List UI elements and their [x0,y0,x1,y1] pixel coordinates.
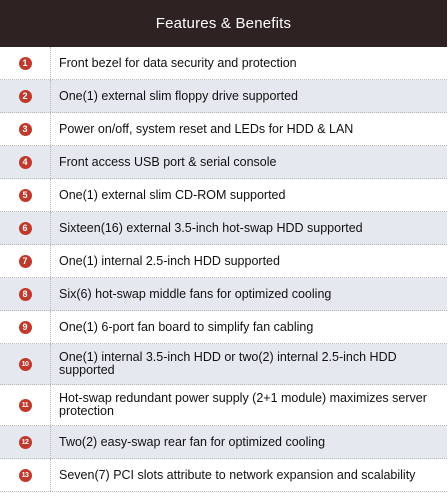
number-badge: 12 [19,436,32,449]
number-badge: 8 [19,288,32,301]
feature-row-11 [0,385,447,426]
feature-text: Front bezel for data security and protection [59,55,297,70]
feature-row-3 [0,113,447,146]
feature-text: Two(2) easy-swap rear fan for optimized cooling [59,434,326,449]
table-header [0,0,447,47]
number-badge: 1 [19,57,32,70]
table-title: Features & Benefits [155,15,292,32]
number-badge: 5 [19,189,32,202]
feature-text: Hot-swap redundant power supply (2+1 module) maximizes server protection [59,391,427,418]
number-badge: 4 [19,156,32,169]
feature-text: Sixteen(16) external 3.5-inch hot-swap HDD supported [59,220,363,235]
number-badge: 7 [19,255,32,268]
number-badge: 10 [19,358,32,371]
feature-text: One(1) internal 3.5-inch HDD or two(2) internal 2.5-inch HDD supported [59,350,397,377]
feature-row-6 [0,212,447,245]
feature-text: Front access USB port & serial console [59,154,277,169]
number-badge: 11 [19,399,32,412]
feature-row-12 [0,426,447,459]
feature-row-2 [0,80,447,113]
feature-row-8 [0,278,447,311]
number-badge: 9 [19,321,32,334]
feature-row-9 [0,311,447,344]
feature-text: One(1) external slim floppy drive supported [59,88,299,103]
feature-row-5 [0,179,447,212]
feature-row-13 [0,459,447,492]
feature-row-1 [0,47,447,80]
feature-row-7 [0,245,447,278]
feature-text: One(1) 6-port fan board to simplify fan cabling [59,319,314,334]
feature-row-4 [0,146,447,179]
number-badge: 3 [19,123,32,136]
number-badge: 13 [19,469,32,482]
feature-text: Six(6) hot-swap middle fans for optimized cooling [59,286,332,301]
feature-row-10 [0,344,447,385]
number-badge: 2 [19,90,32,103]
feature-text: Power on/off, system reset and LEDs for HDD & LAN [59,121,354,136]
number-badge: 6 [19,222,32,235]
feature-text: Seven(7) PCI slots attribute to network expansion and scalability [59,467,416,482]
feature-text: One(1) internal 2.5-inch HDD supported [59,253,280,268]
feature-text: One(1) external slim CD-ROM supported [59,187,286,202]
